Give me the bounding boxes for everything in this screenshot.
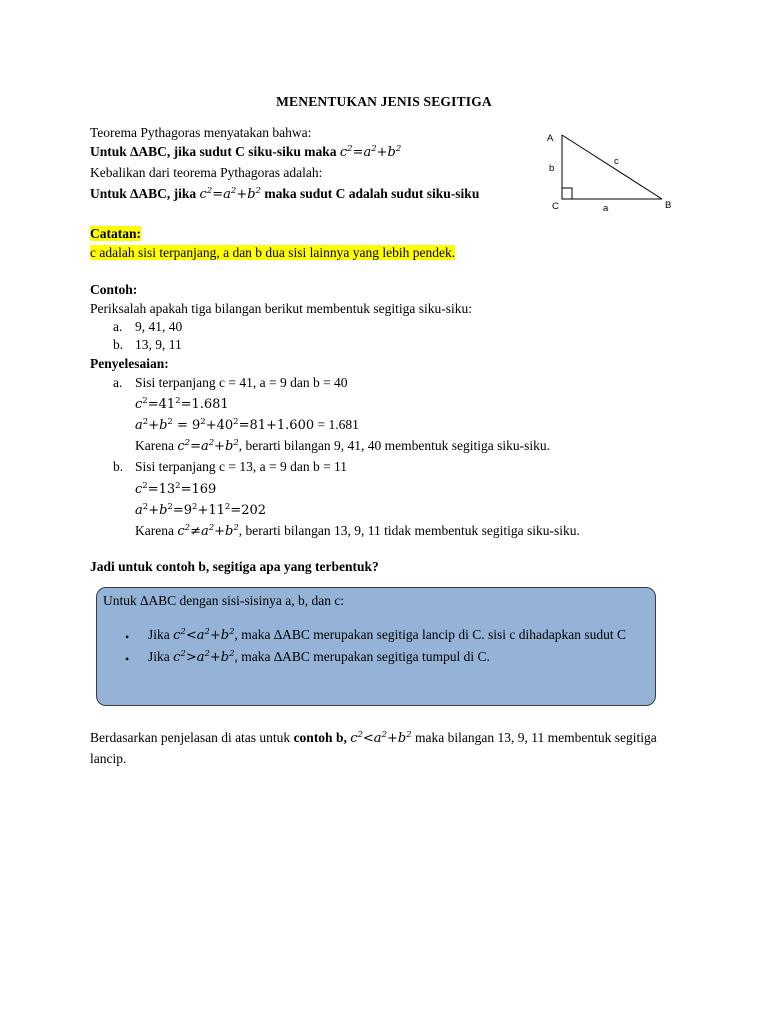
bullet-icon: • [125, 630, 130, 644]
box-title: Untuk ∆ABC dengan sisi-sisinya a, b, dan c: [103, 593, 345, 608]
solution-a-marker: a. [113, 375, 123, 390]
intro-line-1: Teorema Pythagoras menyatakan bahwa: [90, 125, 312, 140]
example-item: 13, 9, 11 [135, 337, 182, 352]
side-c-line [562, 135, 662, 199]
solution-b-marker: b. [113, 459, 124, 474]
bullet-icon: • [125, 652, 130, 666]
vertex-label-b: B [665, 200, 672, 211]
solution-heading: Penyelesaian: [90, 356, 169, 371]
intro-line-2: Untuk ∆ABC, jika sudut C siku-siku maka $c^2=a^2+b^2$ [90, 144, 402, 160]
example-question: Periksalah apakah tiga bilangan berikut membentuk segitiga siku-siku: [90, 301, 473, 316]
example-heading: Contoh: [90, 282, 138, 297]
solution-b-line-4: Karena $c^2\ne a^2+b^2$, berarti bilangan 13, 9, 11 tidak membentuk segitiga siku-siku. [135, 523, 580, 539]
intro-line-3: Kebalikan dari teorema Pythagoras adalah: [90, 165, 323, 180]
vertex-label-a: A [547, 133, 554, 144]
rule-obtuse: Jika $c^2>a^2+b^2$, maka ∆ABC merupakan segitiga tumpul di C. [148, 649, 490, 665]
solution-b-line-2: $c^2=13^2=169$ [135, 481, 217, 497]
right-angle-marker [562, 188, 572, 199]
note-heading: Catatan: [90, 226, 141, 241]
note-text: c adalah sisi terpanjang, a dan b dua sisi lainnya yang lebih pendek. [90, 245, 456, 260]
example-item-marker: b. [113, 337, 124, 352]
solution-b-line-3: $a^2+b^2=9^2+11^2=202$ [135, 502, 267, 518]
right-triangle-diagram [540, 125, 690, 215]
vertex-label-c: C [552, 201, 559, 212]
question-2: Jadi untuk contoh b, segitiga apa yang terbentuk? [90, 559, 379, 574]
side-label-b: b [549, 163, 555, 174]
example-item-marker: a. [113, 319, 123, 334]
side-label-c: c [614, 156, 619, 167]
side-label-a: a [603, 203, 609, 214]
rule-acute: Jika $c^2<a^2+b^2$, maka ∆ABC merupakan segitiga lancip di C. sisi c dihadapkan sudut C [148, 627, 626, 643]
solution-a-line-2: $c^2=41^2=1.681$ [135, 396, 229, 412]
solution-a-line-1: Sisi terpanjang c = 41, a = 9 dan b = 40 [135, 375, 348, 390]
page-title: MENENTUKAN JENIS SEGITIGA [276, 94, 492, 109]
conclusion-line-1: Berdasarkan penjelasan di atas untuk contoh b, $c^2<a^2+b^2$ maka bilangan 13, 9, 11 membentuk segitiga [90, 730, 657, 746]
conclusion-line-2: lancip. [90, 751, 127, 766]
triangle-type-rules-box [96, 587, 656, 706]
intro-line-4: Untuk ∆ABC, jika $c^2=a^2+b^2$ maka sudut C adalah sudut siku-siku [90, 186, 480, 202]
solution-b-line-1: Sisi terpanjang c = 13, a = 9 dan b = 11 [135, 459, 348, 474]
example-item: 9, 41, 40 [135, 319, 183, 334]
solution-a-line-3: $a^2+b^2 = 9^2+40^2=81+1.600 = 1.681$ [135, 417, 359, 433]
solution-a-line-4: Karena $c^2=a^2+b^2$, berarti bilangan 9, 41, 40 membentuk segitiga siku-siku. [135, 438, 550, 454]
